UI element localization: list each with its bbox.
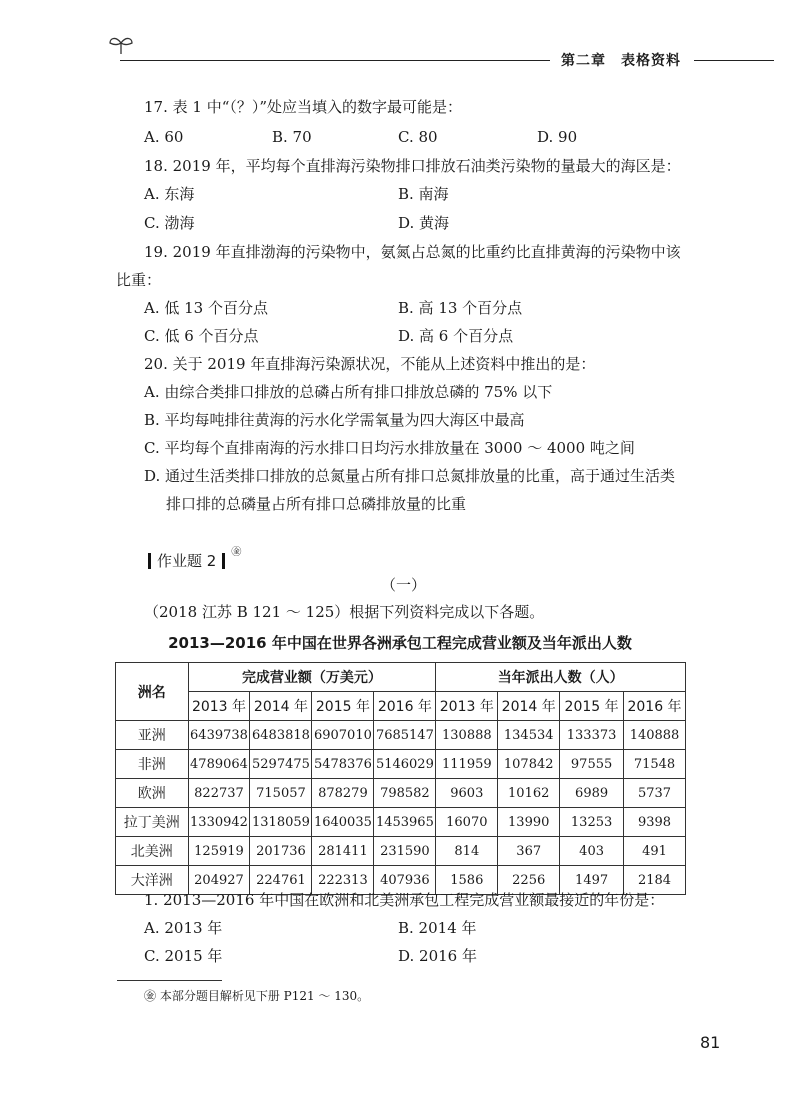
q1-option-b: B. 2014 年 — [398, 919, 477, 937]
value-cell: 133373 — [560, 721, 624, 750]
value-cell: 71548 — [624, 750, 686, 779]
value-cell: 13253 — [560, 808, 624, 837]
section-title: 作业题 2 — [157, 552, 217, 570]
q20-option-d-line1: D. 通过生活类排口排放的总氮量占所有排口总氮排放量的比重，高于通过生活类 — [144, 467, 676, 485]
q17-option-a: A. 60 — [144, 128, 184, 146]
q1-stem: 1. 2013—2016 年中国在欧洲和北美洲承包工程完成营业额最接近的年份是： — [144, 891, 665, 909]
value-cell: 1453965 — [374, 808, 436, 837]
part-heading: （一） — [381, 576, 427, 594]
value-cell: 814 — [436, 837, 498, 866]
value-cell: 134534 — [498, 721, 560, 750]
col-region-header: 洲名 — [116, 663, 189, 721]
q17-stem: 17. 表 1 中“（？）”处应当填入的数字最可能是： — [144, 98, 463, 116]
value-cell: 6989 — [560, 779, 624, 808]
value-cell: 9603 — [436, 779, 498, 808]
q18-stem: 18. 2019 年，平均每个直排海污染物排口排放石油类污染物的量最大的海区是： — [144, 157, 681, 175]
q1-option-a: A. 2013 年 — [144, 919, 223, 937]
value-cell: 5146029 — [374, 750, 436, 779]
q19-stem-line1: 19. 2019 年直排渤海的污染物中，氨氮占总氮的比重约比直排黄海的污染物中该 — [144, 243, 681, 261]
group-workers-header: 当年派出人数（人） — [436, 663, 686, 692]
value-cell: 2184 — [624, 866, 686, 895]
header-rule-left — [120, 60, 550, 61]
value-cell: 224761 — [250, 866, 312, 895]
q19-option-c: C. 低 6 个百分点 — [144, 327, 259, 345]
chapter-title: 第二章 表格资料 — [561, 53, 681, 69]
q18-option-c: C. 渤海 — [144, 214, 195, 232]
q17-option-c: C. 80 — [398, 128, 438, 146]
region-cell: 拉丁美洲 — [116, 808, 189, 837]
sprout-icon — [108, 34, 134, 56]
value-cell: 367 — [498, 837, 560, 866]
value-cell: 1586 — [436, 866, 498, 895]
value-cell: 125919 — [188, 837, 250, 866]
value-cell: 140888 — [624, 721, 686, 750]
page-number: 81 — [700, 1033, 721, 1052]
q19-option-b: B. 高 13 个百分点 — [398, 299, 523, 317]
q18-option-d: D. 黄海 — [398, 214, 450, 232]
value-cell: 1640035 — [312, 808, 374, 837]
footnote: ㊎ 本部分题目解析见下册 P121 ～ 130。 — [144, 989, 370, 1003]
value-cell: 10162 — [498, 779, 560, 808]
value-cell: 4789064 — [188, 750, 250, 779]
value-cell: 6439738 — [188, 721, 250, 750]
value-cell: 222313 — [312, 866, 374, 895]
q18-option-a: A. 东海 — [144, 185, 195, 203]
table-year-row — [116, 692, 686, 721]
region-cell: 亚洲 — [116, 721, 189, 750]
year-header: 2014 年 — [498, 692, 560, 721]
header-rule-right — [694, 60, 774, 61]
q20-stem: 20. 关于 2019 年直排海污染源状况，不能从上述资料中推出的是： — [144, 355, 596, 373]
value-cell: 822737 — [188, 779, 250, 808]
year-header: 2013 年 — [188, 692, 250, 721]
q19-option-d: D. 高 6 个百分点 — [398, 327, 514, 345]
value-cell: 2256 — [498, 866, 560, 895]
table-title: 2013—2016 年中国在世界各洲承包工程完成营业额及当年派出人数 — [168, 634, 632, 652]
value-cell: 204927 — [188, 866, 250, 895]
value-cell: 9398 — [624, 808, 686, 837]
flower-mark-icon: ㊎ — [231, 547, 242, 558]
value-cell: 6907010 — [312, 721, 374, 750]
q19-stem-line2: 比重： — [116, 271, 162, 289]
value-cell: 878279 — [312, 779, 374, 808]
q20-option-d-line2: 排口排的总磷量占所有排口总磷排放量的比重 — [166, 495, 467, 513]
value-cell: 403 — [560, 837, 624, 866]
q19-option-a: A. 低 13 个百分点 — [144, 299, 268, 317]
value-cell: 1330942 — [188, 808, 250, 837]
section-heading — [148, 547, 242, 571]
year-header: 2016 年 — [624, 692, 686, 721]
value-cell: 5737 — [624, 779, 686, 808]
value-cell: 107842 — [498, 750, 560, 779]
value-cell: 491 — [624, 837, 686, 866]
section-bar-left — [148, 553, 151, 569]
value-cell: 97555 — [560, 750, 624, 779]
value-cell: 201736 — [250, 837, 312, 866]
intro-text: （2018 江苏 B 121 ～ 125）根据下列资料完成以下各题。 — [144, 603, 545, 621]
value-cell: 111959 — [436, 750, 498, 779]
table-row — [116, 721, 686, 750]
q20-option-a: A. 由综合类排口排放的总磷占所有排口排放总磷的 75% 以下 — [144, 383, 553, 401]
table-row — [116, 779, 686, 808]
value-cell: 130888 — [436, 721, 498, 750]
table-header-row — [116, 663, 686, 692]
value-cell: 16070 — [436, 808, 498, 837]
value-cell: 13990 — [498, 808, 560, 837]
q18-option-b: B. 南海 — [398, 185, 449, 203]
q17-option-d: D. 90 — [537, 128, 578, 146]
year-header: 2013 年 — [436, 692, 498, 721]
value-cell: 6483818 — [250, 721, 312, 750]
table-row — [116, 750, 686, 779]
region-cell: 北美洲 — [116, 837, 189, 866]
region-cell: 大洋洲 — [116, 866, 189, 895]
group-revenue-header: 完成营业额（万美元） — [188, 663, 436, 692]
value-cell: 5478376 — [312, 750, 374, 779]
value-cell: 715057 — [250, 779, 312, 808]
footnote-rule — [117, 980, 222, 981]
section-bar-right — [222, 553, 225, 569]
value-cell: 281411 — [312, 837, 374, 866]
region-cell: 欧洲 — [116, 779, 189, 808]
year-header: 2016 年 — [374, 692, 436, 721]
year-header: 2014 年 — [250, 692, 312, 721]
q17-option-b: B. 70 — [272, 128, 312, 146]
q20-option-c: C. 平均每个直排南海的污水排口日均污水排放量在 3000 ～ 4000 吨之间 — [144, 439, 635, 457]
table-row — [116, 808, 686, 837]
year-header: 2015 年 — [560, 692, 624, 721]
value-cell: 7685147 — [374, 721, 436, 750]
value-cell: 1497 — [560, 866, 624, 895]
q20-option-b: B. 平均每吨排往黄海的污水化学需氧量为四大海区中最高 — [144, 411, 525, 429]
value-cell: 407936 — [374, 866, 436, 895]
table-row — [116, 837, 686, 866]
value-cell: 1318059 — [250, 808, 312, 837]
year-header: 2015 年 — [312, 692, 374, 721]
value-cell: 798582 — [374, 779, 436, 808]
q1-option-d: D. 2016 年 — [398, 947, 477, 965]
value-cell: 231590 — [374, 837, 436, 866]
value-cell: 5297475 — [250, 750, 312, 779]
region-cell: 非洲 — [116, 750, 189, 779]
q1-option-c: C. 2015 年 — [144, 947, 223, 965]
data-table — [115, 662, 686, 895]
